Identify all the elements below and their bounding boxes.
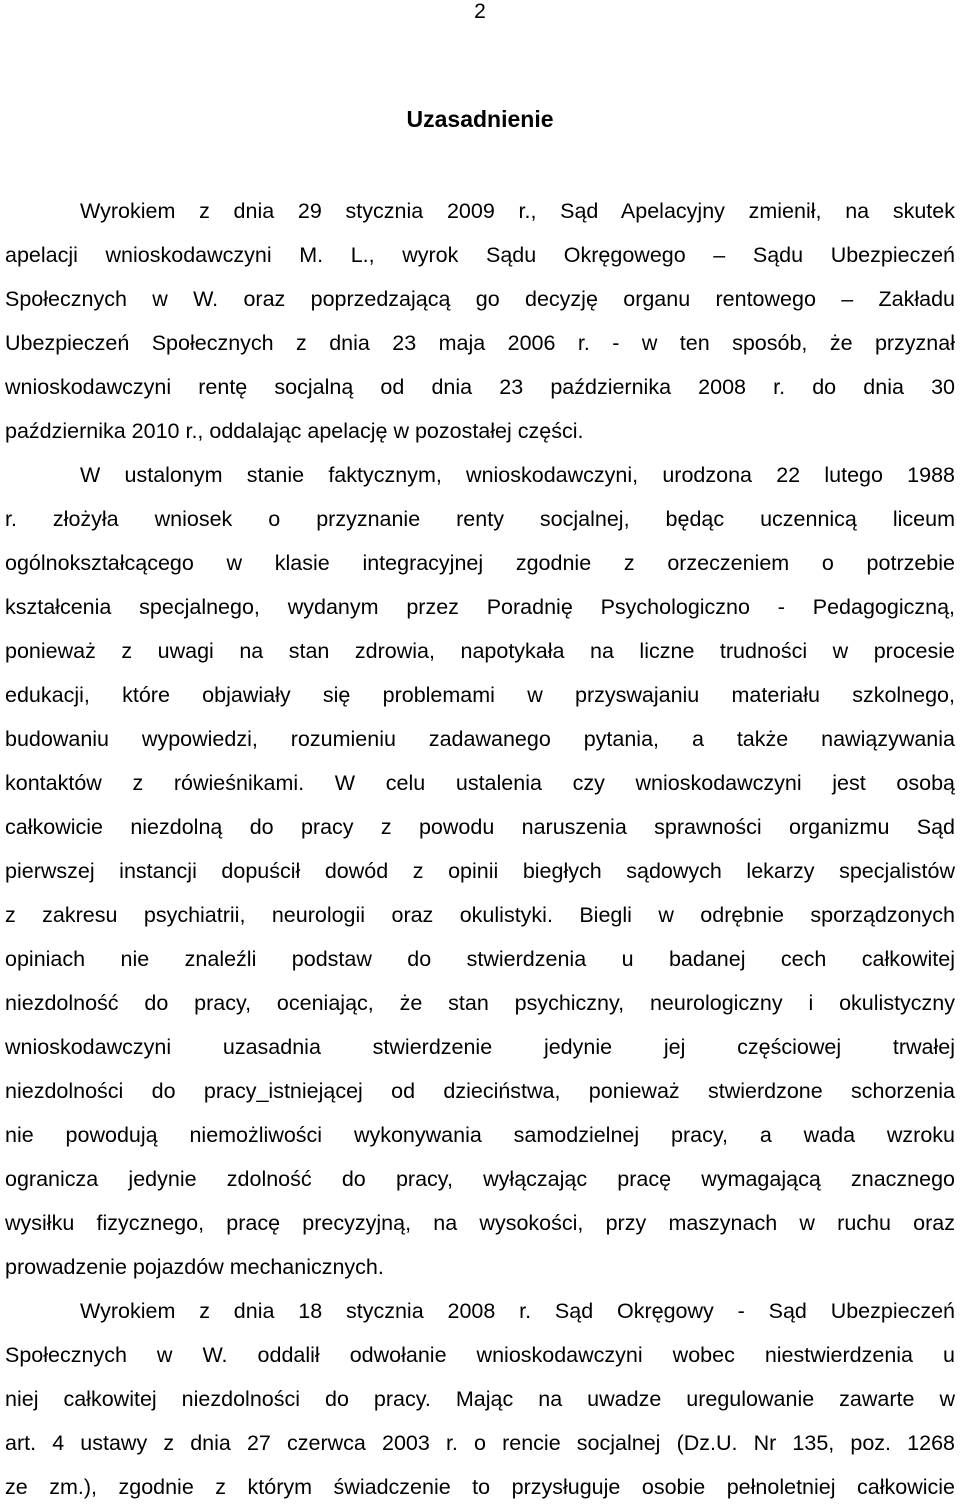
text-line: Ubezpieczeń Społecznych z dnia 23 maja 2006 r. - w ten sposób, że przyznał	[5, 331, 955, 355]
text-line: niezdolności do pracy_istniejącej od dzieciństwa, ponieważ stwierdzone schorzenia	[5, 1079, 955, 1103]
text-line: nie powodują niemożliwości wykonywania samodzielnej pracy, a wada wzroku	[5, 1123, 955, 1147]
text-line: wnioskodawczyni uzasadnia stwierdzenie jedynie jej częściowej trwałej	[5, 1035, 955, 1059]
text-line: Wyrokiem z dnia 18 stycznia 2008 r. Sąd Okręgowy - Sąd Ubezpieczeń	[80, 1299, 955, 1323]
text-line: niej całkowitej niezdolności do pracy. Mając na uwadze uregulowanie zawarte w	[5, 1387, 955, 1411]
text-line: ze zm.), zgodnie z którym świadczenie to przysługuje osobie pełnoletniej całkowicie	[5, 1475, 955, 1499]
text-line: budowaniu wypowiedzi, rozumieniu zadawanego pytania, a także nawiązywania	[5, 727, 955, 751]
document-title: Uzasadnienie	[406, 106, 554, 132]
text-line: pierwszej instancji dopuścił dowód z opinii biegłych sądowych lekarzy specjalistów	[5, 859, 955, 883]
text-line: października 2010 r., oddalając apelację w pozostałej części.	[5, 419, 584, 443]
page-number: 2	[474, 0, 486, 23]
text-line: Społecznych w W. oraz poprzedzającą go decyzję organu rentowego – Zakładu	[5, 287, 955, 311]
text-line: opiniach nie znaleźli podstaw do stwierdzenia u badanej cech całkowitej	[5, 947, 955, 971]
text-line: wnioskodawczyni rentę socjalną od dnia 23 października 2008 r. do dnia 30	[5, 375, 955, 399]
text-line: Wyrokiem z dnia 29 stycznia 2009 r., Sąd Apelacyjny zmienił, na skutek	[80, 199, 955, 223]
text-line: edukacji, które objawiały się problemami w przyswajaniu materiału szkolnego,	[5, 683, 955, 707]
text-line: kontaktów z rówieśnikami. W celu ustalenia czy wnioskodawczyni jest osobą	[5, 771, 955, 795]
text-line: ogólnokształcącego w klasie integracyjnej zgodnie z orzeczeniem o potrzebie	[5, 551, 955, 575]
text-line: r. złożyła wniosek o przyznanie renty socjalnej, będąc uczennicą liceum	[5, 507, 955, 531]
text-line: apelacji wnioskodawczyni M. L., wyrok Sądu Okręgowego – Sądu Ubezpieczeń	[5, 243, 955, 267]
text-line: niezdolność do pracy, oceniając, że stan psychiczny, neurologiczny i okulistyczny	[5, 991, 955, 1015]
text-line: wysiłku fizycznego, pracę precyzyjną, na wysokości, przy maszynach w ruchu oraz	[5, 1211, 955, 1235]
text-line: kształcenia specjalnego, wydanym przez Poradnię Psychologiczno - Pedagogiczną,	[5, 595, 955, 619]
text-line: art. 4 ustawy z dnia 27 czerwca 2003 r. o rencie socjalnej (Dz.U. Nr 135, poz. 1268	[5, 1431, 955, 1455]
text-line: prowadzenie pojazdów mechanicznych.	[5, 1255, 384, 1279]
text-line: W ustalonym stanie faktycznym, wnioskodawczyni, urodzona 22 lutego 1988	[80, 463, 955, 487]
text-line: ogranicza jedynie zdolność do pracy, wyłączając pracę wymagającą znacznego	[5, 1167, 955, 1191]
text-line: Społecznych w W. oddalił odwołanie wnioskodawczyni wobec niestwierdzenia u	[5, 1343, 955, 1367]
text-line: ponieważ z uwagi na stan zdrowia, napotykała na liczne trudności w procesie	[5, 639, 955, 663]
text-line: z zakresu psychiatrii, neurologii oraz okulistyki. Biegli w odrębnie sporządzonych	[5, 903, 955, 927]
text-line: całkowicie niezdolną do pracy z powodu naruszenia sprawności organizmu Sąd	[5, 815, 955, 839]
